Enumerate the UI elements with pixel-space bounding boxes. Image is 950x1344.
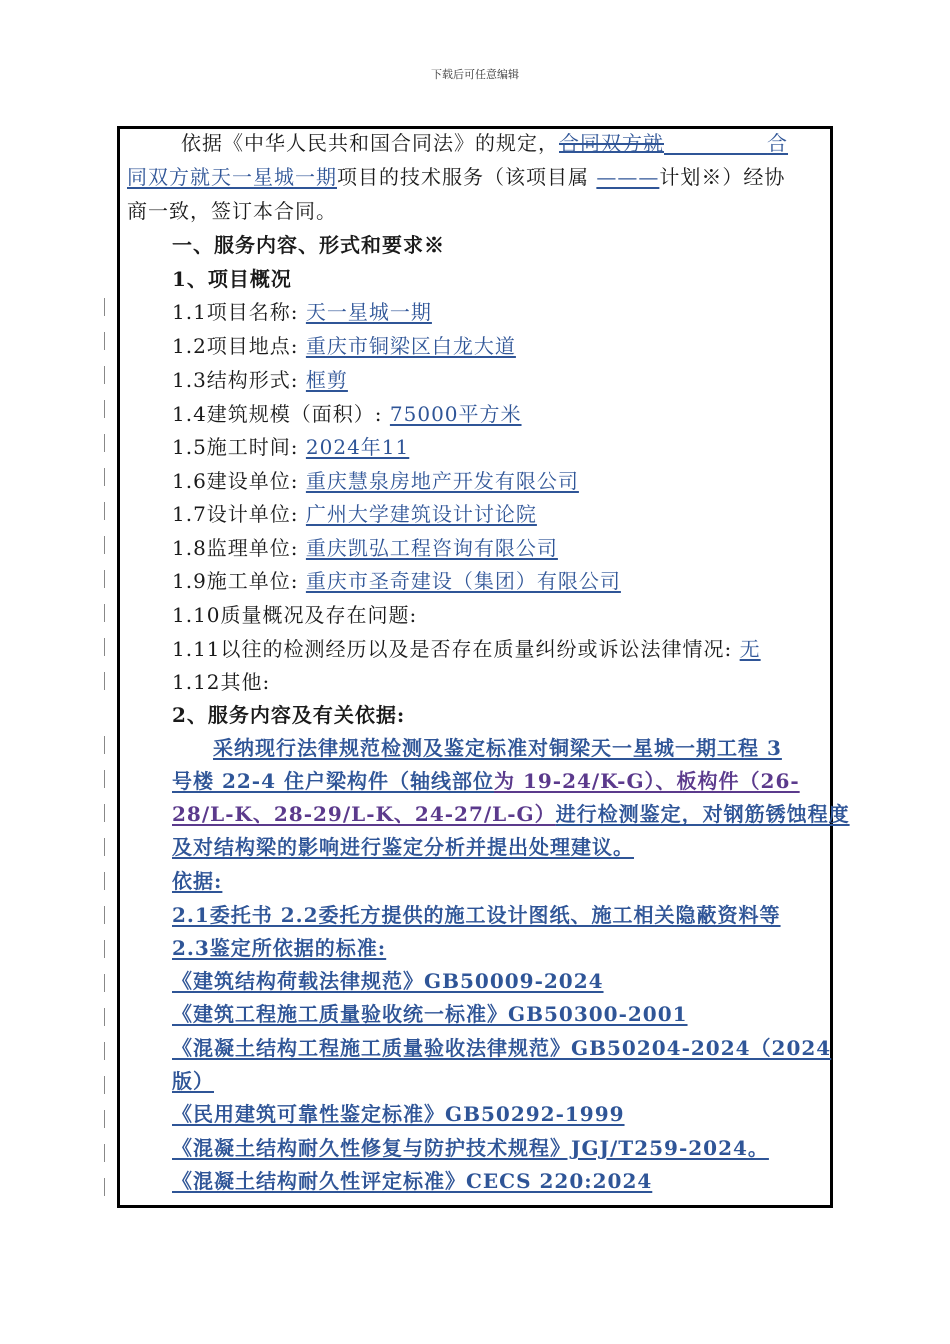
item-1-3: [172, 365, 348, 395]
item-label: 1.6建设单位:: [172, 469, 306, 493]
page-header: 下载后可任意编辑: [431, 68, 519, 81]
change-mark: [104, 638, 105, 656]
scope-text-revised: 28/L-K、28-29/L-K、24-27/L-G）: [172, 802, 556, 826]
change-mark: [104, 298, 105, 316]
deleted-text: 合同双方就: [559, 131, 664, 155]
change-mark: [104, 770, 105, 788]
item-value: 75000平方米: [389, 402, 522, 426]
change-mark: [104, 434, 105, 452]
section-1-title: 一、服务内容、形式和要求※: [172, 233, 445, 257]
item-value: 框剪: [305, 368, 348, 392]
item-1-1: [172, 297, 432, 327]
intro-text: 项目的技术服务（该项目属: [337, 165, 597, 189]
change-mark: [104, 468, 105, 486]
intro-line-2: [127, 162, 785, 192]
item-1-2: [172, 331, 516, 361]
item-label: 1.12其他:: [172, 670, 271, 694]
intro-line-3: 商一致，签订本合同。: [127, 199, 337, 223]
change-mark: [104, 502, 105, 520]
change-mark: [104, 604, 105, 622]
project-name-inline: 同双方就天一星城一期: [127, 165, 337, 189]
basis-title: 依据:: [172, 869, 223, 893]
change-mark: [104, 906, 105, 924]
item-value: 重庆市铜梁区白龙大道: [305, 334, 516, 358]
scope-line-2: [172, 766, 800, 796]
scope-line-4: 及对结构梁的影响进行鉴定分析并提出处理建议。: [172, 835, 634, 859]
item-value: 重庆凯弘工程咨询有限公司: [305, 536, 558, 560]
change-mark: [104, 1042, 105, 1060]
change-mark: [104, 872, 105, 890]
item-label: 1.4建筑规模（面积）:: [172, 402, 390, 426]
item-value: 无: [739, 637, 761, 661]
standard-item: 《混凝土结构耐久性修复与防护技术规程》JGJ/T259-2024。: [172, 1136, 769, 1160]
item-1-7: [172, 499, 537, 529]
change-mark: [104, 1178, 105, 1196]
scope-line-3: [172, 799, 850, 829]
blank-field: [664, 131, 767, 155]
change-mark: [104, 1008, 105, 1026]
standard-item: 《混凝土结构耐久性评定标准》CECS 220:2024: [172, 1169, 653, 1193]
change-mark: [104, 570, 105, 588]
change-mark: [104, 672, 105, 690]
item-1-8: [172, 533, 558, 563]
item-1-10: [172, 600, 417, 630]
standard-item: 《混凝土结构工程施工质量验收法律规范》GB50204-2024（2024: [172, 1036, 832, 1060]
item-value: 重庆慧泉房地产开发有限公司: [305, 469, 579, 493]
scope-text: 进行检测鉴定，对钢筋锈蚀程度: [555, 802, 850, 826]
standard-item: 《建筑结构荷载法律规范》GB50009-2024: [172, 969, 604, 993]
change-mark: [104, 940, 105, 958]
item-label: 1.8监理单位:: [172, 536, 306, 560]
change-mark: [104, 366, 105, 384]
scope-text: 号楼 22-4 住户梁构件（轴线部位: [172, 769, 494, 793]
change-mark: [104, 400, 105, 418]
scope-text-revised: 为 19-24/K-G）、板构件（26-: [493, 769, 800, 793]
change-mark: [104, 1076, 105, 1094]
basis-line: 2.1委托书 2.2委托方提供的施工设计图纸、施工相关隐蔽资料等: [172, 903, 781, 927]
change-mark: [104, 736, 105, 754]
item-label: 1.3结构形式:: [172, 368, 306, 392]
item-1-4: [172, 399, 522, 429]
change-mark: [104, 804, 105, 822]
item-label: 1.9施工单位:: [172, 569, 306, 593]
item-label: 1.2项目地点:: [172, 334, 306, 358]
change-mark: [104, 1110, 105, 1128]
item-label: 1.10质量概况及存在问题:: [172, 603, 418, 627]
change-mark: [104, 332, 105, 350]
item-value: 重庆市圣奇建设（集团）有限公司: [305, 569, 621, 593]
basis-line: 2.3鉴定所依据的标准:: [172, 936, 387, 960]
item-label: 1.1项目名称:: [172, 300, 306, 324]
intro-text: 计划※）经协: [659, 165, 786, 189]
item-label: 1.5施工时间:: [172, 435, 306, 459]
item-1-6: [172, 466, 579, 496]
change-mark: [104, 1144, 105, 1162]
item-1-12: [172, 667, 270, 697]
inserted-text: 合: [767, 131, 789, 155]
intro-line-1: [181, 128, 788, 158]
change-mark: [104, 536, 105, 554]
item-1-9: [172, 566, 621, 596]
intro-text: 依据《中华人民共和国合同法》的规定，: [181, 131, 559, 155]
standard-item: 《民用建筑可靠性鉴定标准》GB50292-1999: [172, 1102, 625, 1126]
scope-line-1: 采纳现行法律规范检测及鉴定标准对铜梁天一星城一期工程 3: [213, 736, 782, 760]
item-label: 1.11以往的检测经历以及是否存在质量纠纷或诉讼法律情况:: [172, 637, 740, 661]
item-1-5: [172, 432, 409, 462]
item-label: 1.7设计单位:: [172, 502, 306, 526]
item-value: 广州大学建筑设计讨论院: [305, 502, 537, 526]
standard-item: 《建筑工程施工质量验收统一标准》GB50300-2001: [172, 1002, 688, 1026]
item-1-11: [172, 634, 761, 664]
item-value: 2024年11: [305, 435, 410, 459]
standard-item-cont: 版）: [172, 1069, 214, 1093]
change-mark: [104, 974, 105, 992]
item-value: 天一星城一期: [305, 300, 432, 324]
subsection-1-title: 1、项目概况: [172, 267, 292, 291]
change-mark: [104, 838, 105, 856]
plan-blank: ———: [596, 165, 660, 189]
subsection-2-title: 2、服务内容及有关依据:: [172, 703, 406, 727]
